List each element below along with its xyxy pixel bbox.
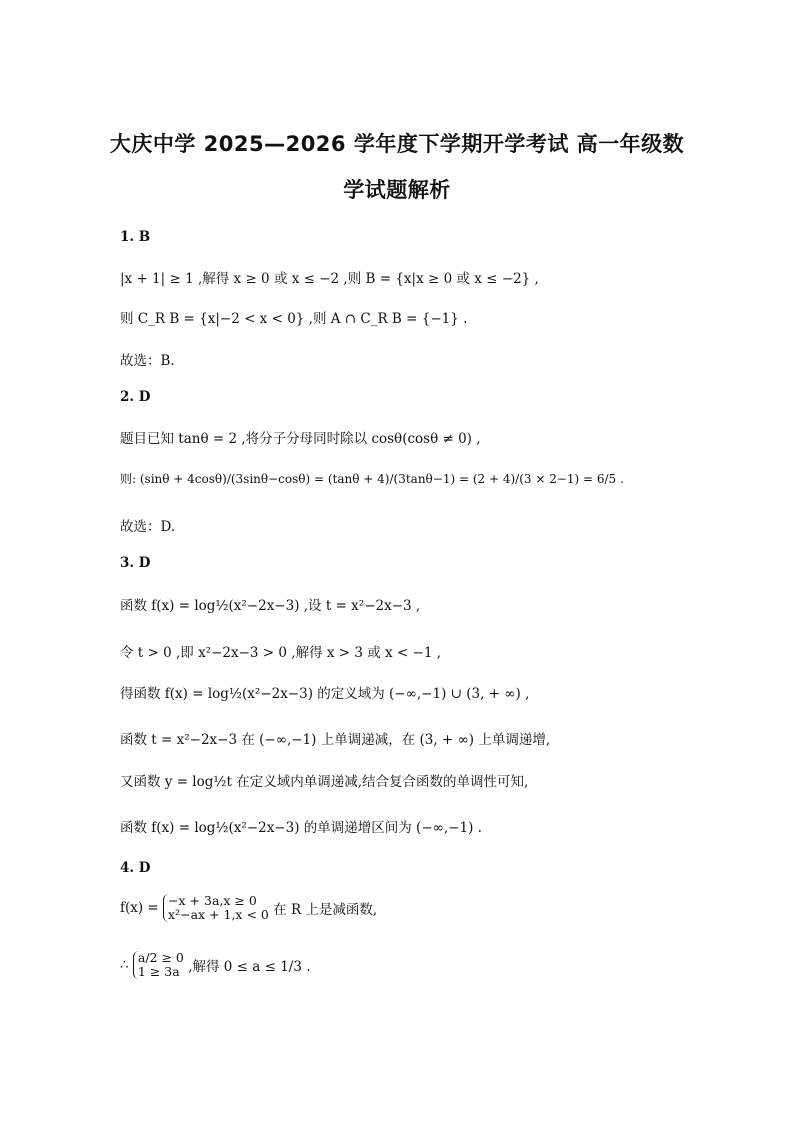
- q4-fx-label: f(x) =: [120, 900, 159, 916]
- q2-answer: 2. D: [120, 389, 151, 405]
- q4-case1: −x + 3a,x ≥ 0: [168, 893, 257, 908]
- q4-condition1: a/2 ≥ 0: [137, 950, 184, 965]
- page-title-line2: 学试题解析: [343, 178, 451, 202]
- q4-system-brace: [133, 951, 184, 979]
- q4-case2: x²−ax + 1,x < 0: [168, 907, 269, 922]
- q3-line3: 得函数 f(x) = log½(x²−2x−3) 的定义域为 (−∞,−1) ∪ (3, + ∞) ,: [120, 686, 530, 702]
- q3-line2: 令 t > 0 ,即 x²−2x−3 > 0 ,解得 x > 3 或 x < −1 ,: [120, 645, 442, 661]
- therefore-symbol: ∴: [120, 957, 129, 973]
- q4-line2: [120, 951, 311, 979]
- q4-line1: [120, 894, 377, 922]
- q2-line3: 故选：D.: [120, 519, 176, 535]
- q1-line2: 则 C_R B = {x|−2 < x < 0} ,则 A ∩ C_R B = {−1} .: [120, 311, 468, 327]
- q4-line2-suffix: ,解得 0 ≤ a ≤ 1/3 .: [188, 959, 311, 975]
- q1-line3: 故选：B.: [120, 353, 175, 369]
- q3-line5: 又函数 y = log½t 在定义域内单调递减,结合复合函数的单调性可知,: [120, 774, 529, 790]
- q4-piecewise-brace: [163, 894, 269, 922]
- q3-answer: 3. D: [120, 555, 151, 571]
- q3-line4: 函数 t = x²−2x−3 在 (−∞,−1) 上单调递减，在 (3, + ∞) 上单调递增,: [120, 732, 551, 748]
- q2-line2: 则: (sinθ + 4cosθ)/(3sinθ−cosθ) = (tanθ + 4)/(3tanθ−1) = (2 + 4)/(3 × 2−1) = 6/5 .: [120, 472, 624, 486]
- q3-line6: 函数 f(x) = log½(x²−2x−3) 的单调递增区间为 (−∞,−1) .: [120, 820, 482, 836]
- q1-line1: |x + 1| ≥ 1 ,解得 x ≥ 0 或 x ≤ −2 ,则 B = {x|x ≥ 0 或 x ≤ −2} ,: [120, 271, 539, 287]
- q1-answer: 1. B: [120, 229, 151, 245]
- q4-line1-suffix: 在 R 上是减函数,: [273, 902, 378, 918]
- page-title-line1: 大庆中学 2025—2026 学年度下学期开学考试 高一年级数: [109, 132, 685, 156]
- q4-answer: 4. D: [120, 860, 151, 876]
- q2-line1: 题目已知 tanθ = 2 ,将分子分母同时除以 cosθ(cosθ ≠ 0) ,: [120, 431, 481, 447]
- q4-condition2: 1 ≥ 3a: [137, 964, 180, 979]
- q3-line1: 函数 f(x) = log½(x²−2x−3) ,设 t = x²−2x−3 ,: [120, 598, 421, 614]
